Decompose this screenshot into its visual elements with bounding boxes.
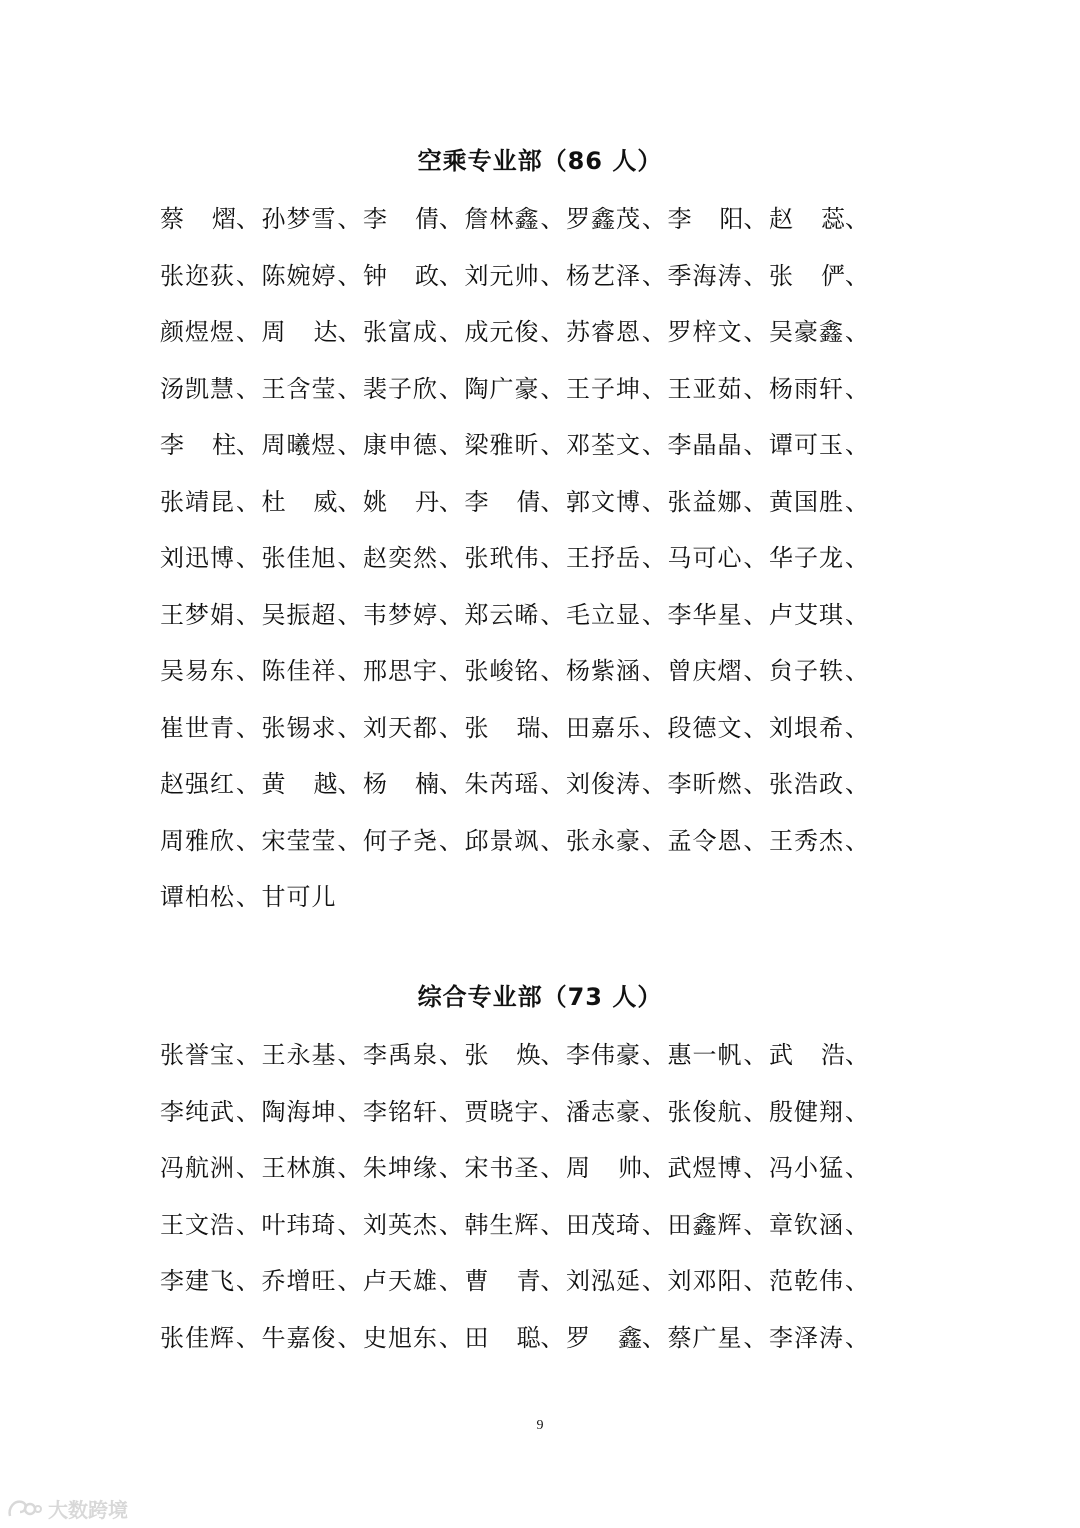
person-name: 黄 越 [261,770,338,798]
person-name: 李晶晶 [667,431,743,459]
person-name: 蔡 熠 [160,205,236,233]
name-separator: 、 [642,431,666,459]
person-name: 王抒岳 [566,544,641,572]
person-name: 刘泓延 [566,1267,641,1295]
name-separator: 、 [236,318,260,346]
name-separator: 、 [540,487,565,516]
name-separator: 、 [845,657,869,685]
person-name: 苏睿恩 [566,318,641,346]
name-separator: 、 [337,600,362,629]
person-name: 章钦涵 [769,1210,844,1239]
name-separator: 、 [337,1097,362,1126]
person-name: 李禹泉 [363,1041,438,1069]
name-separator: 、 [743,1267,768,1295]
person-name: 周 达 [261,318,338,346]
name-separator: 、 [337,1267,362,1295]
name-separator: 、 [540,657,565,685]
person-name: 李铭轩 [363,1097,438,1126]
name-separator: 、 [540,770,565,798]
name-separator: 、 [540,1041,565,1069]
person-name: 贠子轶 [769,657,844,685]
person-name: 谭柏松 [160,883,235,911]
section-title: 空乘专业部（86 人） [417,147,663,175]
person-name: 宋书圣 [464,1154,540,1182]
person-name: 王林旗 [261,1154,337,1182]
name-separator: 、 [337,487,362,516]
person-name: 张迩荻 [160,261,235,290]
person-name: 朱坤缘 [363,1154,438,1182]
person-name: 贾晓宇 [464,1097,540,1126]
name-separator: 、 [845,431,869,459]
name-separator: 、 [642,1267,666,1295]
person-name: 卢艾琪 [769,600,844,629]
name-row [160,1095,871,1129]
person-name: 裴子欣 [363,374,438,403]
person-name: 孟令恩 [667,826,743,855]
person-name: 杨紫涵 [566,657,641,685]
person-name: 康申德 [363,431,438,459]
name-separator: 、 [236,1323,260,1352]
name-separator: 、 [642,600,666,629]
name-row [160,767,871,801]
name-separator: 、 [439,261,463,290]
name-row [160,1321,871,1355]
name-separator: 、 [642,261,666,290]
person-name: 蔡广星 [667,1323,743,1352]
person-name: 李 倩 [464,487,541,516]
person-name: 汤凯慧 [160,374,235,403]
person-name: 张浩政 [769,770,844,798]
person-name: 孙梦雪 [261,205,337,233]
name-separator: 、 [439,487,463,516]
name-separator: 、 [439,1097,463,1126]
person-name: 殷健翔 [769,1097,844,1126]
person-name: 刘俊涛 [566,770,641,798]
name-separator: 、 [337,1041,362,1069]
person-name: 张 焕 [464,1041,541,1069]
name-separator: 、 [236,205,260,233]
person-name: 赵奕然 [363,544,438,572]
name-separator: 、 [439,1041,463,1069]
person-name: 詹林鑫 [464,205,540,233]
person-name: 张俊航 [667,1097,743,1126]
name-separator: 、 [743,770,768,798]
person-name: 王亚茹 [667,374,743,403]
person-name: 田嘉乐 [566,713,641,742]
name-separator: 、 [337,770,362,798]
name-separator: 、 [439,544,463,572]
person-name: 张誉宝 [160,1041,235,1069]
person-name: 张佳旭 [261,544,337,572]
person-name: 郑云晞 [464,600,540,629]
name-separator: 、 [743,826,768,855]
name-separator: 、 [337,1210,362,1239]
person-name: 牛嘉俊 [261,1323,337,1352]
person-name: 范乾伟 [769,1267,844,1295]
name-separator: 、 [236,261,260,290]
person-name: 马可心 [667,544,743,572]
person-name: 吴豪鑫 [769,318,844,346]
name-row [160,880,363,914]
name-separator: 、 [540,826,565,855]
name-separator: 、 [845,205,869,233]
person-name: 冯小猛 [769,1154,844,1182]
name-separator: 、 [845,1267,869,1295]
person-name: 张峻铭 [464,657,540,685]
person-name: 钟 政 [363,261,439,290]
person-name: 赵强红 [160,770,235,798]
person-name: 李 倩 [363,205,439,233]
name-separator: 、 [236,431,260,459]
name-separator: 、 [642,713,666,742]
person-name: 刘元帅 [464,261,540,290]
person-name: 杜 威 [261,487,338,516]
name-separator: 、 [845,1323,869,1352]
person-name: 李昕燃 [667,770,743,798]
name-separator: 、 [540,205,565,233]
name-separator: 、 [642,374,666,403]
name-row [160,202,871,236]
person-name: 李建飞 [160,1267,235,1295]
name-separator: 、 [439,713,463,742]
name-separator: 、 [540,261,565,290]
person-name: 颜煜煜 [160,318,235,346]
person-name: 张 俨 [769,261,845,290]
person-name: 梁雅昕 [464,431,540,459]
name-separator: 、 [540,1323,565,1352]
name-row [160,1208,871,1242]
person-name: 谭可玉 [769,431,844,459]
name-row [160,315,871,349]
name-separator: 、 [743,318,768,346]
name-separator: 、 [845,374,869,403]
watermark-logo-icon [6,1498,42,1520]
person-name: 崔世青 [160,713,235,742]
name-separator: 、 [743,1097,768,1126]
person-name: 王梦娟 [160,600,235,629]
person-name: 曹 青 [464,1267,541,1295]
name-separator: 、 [845,826,869,855]
person-name: 毛立显 [566,600,641,629]
name-separator: 、 [236,1041,260,1069]
person-name: 杨雨轩 [769,374,844,403]
watermark [6,1494,128,1523]
name-separator: 、 [743,544,768,572]
name-separator: 、 [743,1154,768,1182]
name-separator: 、 [337,544,362,572]
person-name: 李 阳 [667,205,744,233]
name-separator: 、 [642,1323,666,1352]
name-separator: 、 [845,261,869,290]
person-name: 曾庆熠 [667,657,743,685]
person-name: 李纯武 [160,1097,235,1126]
name-separator: 、 [540,1097,565,1126]
person-name: 王子坤 [566,374,641,403]
person-name: 惠一帆 [667,1041,743,1069]
person-name: 邓荃文 [566,431,641,459]
name-separator: 、 [236,374,260,403]
person-name: 宋莹莹 [261,826,337,855]
person-name: 张益娜 [667,487,743,516]
person-name: 李 柱 [160,431,236,459]
name-row [160,541,871,575]
name-separator: 、 [845,1041,869,1069]
name-separator: 、 [845,544,869,572]
person-name: 周 帅 [566,1154,642,1182]
name-separator: 、 [236,1210,260,1239]
person-name: 张玳伟 [464,544,540,572]
person-name: 吴振超 [261,600,337,629]
name-separator: 、 [236,883,260,911]
person-name: 张靖昆 [160,487,235,516]
name-separator: 、 [743,657,768,685]
name-separator: 、 [337,431,362,459]
name-separator: 、 [337,1323,362,1352]
person-name: 武煜博 [667,1154,743,1182]
name-separator: 、 [743,487,768,516]
watermark-text: 大数跨境 [48,1498,128,1522]
person-name: 邢思宇 [363,657,438,685]
person-name: 华子龙 [769,544,844,572]
name-separator: 、 [439,318,463,346]
person-name: 叶玮琦 [261,1210,337,1239]
name-separator: 、 [236,770,260,798]
name-separator: 、 [236,1267,260,1295]
person-name: 周曦煜 [261,431,337,459]
person-name: 杨艺泽 [566,261,641,290]
name-row [160,428,871,462]
person-name: 罗鑫茂 [566,205,641,233]
name-separator: 、 [236,657,260,685]
name-separator: 、 [337,374,362,403]
name-separator: 、 [642,1041,666,1069]
name-separator: 、 [743,1323,768,1352]
name-separator: 、 [743,713,768,742]
person-name: 姚 丹 [363,487,439,516]
person-name: 陈佳祥 [261,657,337,685]
section-title: 综合专业部（73 人） [417,983,663,1011]
name-separator: 、 [642,770,666,798]
name-separator: 、 [642,1154,666,1182]
person-name: 张锡求 [261,713,337,742]
name-row [160,1264,871,1298]
person-name: 朱芮瑶 [464,770,540,798]
person-name: 李华星 [667,600,743,629]
name-separator: 、 [540,544,565,572]
name-row [160,711,871,745]
person-name: 史旭东 [363,1323,438,1352]
person-name: 刘迅博 [160,544,235,572]
person-name: 田 聪 [464,1323,541,1352]
person-name: 李泽涛 [769,1323,844,1352]
person-name: 季海涛 [667,261,743,290]
name-separator: 、 [337,318,362,346]
name-separator: 、 [845,487,869,516]
person-name: 陶海坤 [261,1097,337,1126]
name-separator: 、 [439,1267,463,1295]
name-separator: 、 [743,374,768,403]
name-separator: 、 [845,770,869,798]
name-separator: 、 [337,713,362,742]
person-name: 赵 蕊 [769,205,845,233]
person-name: 罗梓文 [667,318,743,346]
person-name: 杨 楠 [363,770,439,798]
name-separator: 、 [642,1210,666,1239]
name-separator: 、 [743,1210,768,1239]
name-separator: 、 [439,770,463,798]
person-name: 周雅欣 [160,826,235,855]
person-name: 王含莹 [261,374,337,403]
person-name: 张永豪 [566,826,641,855]
name-separator: 、 [540,1267,565,1295]
name-separator: 、 [642,544,666,572]
name-separator: 、 [236,826,260,855]
name-separator: 、 [540,318,565,346]
person-name: 韦梦婷 [363,600,438,629]
page-number: 9 [536,1418,544,1433]
name-separator: 、 [743,431,768,459]
name-separator: 、 [337,826,362,855]
name-separator: 、 [439,431,463,459]
person-name: 刘英杰 [363,1210,438,1239]
name-separator: 、 [642,1097,666,1126]
person-name: 李伟豪 [566,1041,641,1069]
name-separator: 、 [236,600,260,629]
name-separator: 、 [642,487,666,516]
name-row [160,485,871,519]
name-row [160,654,871,688]
person-name: 乔增旺 [261,1267,337,1295]
person-name: 武 浩 [769,1041,845,1069]
name-separator: 、 [236,1097,260,1126]
name-separator: 、 [540,1154,565,1182]
name-separator: 、 [439,1323,463,1352]
name-separator: 、 [439,205,463,233]
person-name: 甘可儿 [261,883,337,911]
name-separator: 、 [439,657,463,685]
name-separator: 、 [540,713,565,742]
name-separator: 、 [236,713,260,742]
person-name: 田茂琦 [566,1210,641,1239]
person-name: 王文浩 [160,1210,235,1239]
person-name: 何子尧 [363,826,438,855]
person-name: 刘邓阳 [667,1267,743,1295]
name-row [160,598,871,632]
person-name: 张富成 [363,318,438,346]
name-separator: 、 [337,261,362,290]
name-separator: 、 [540,1210,565,1239]
name-separator: 、 [439,600,463,629]
name-separator: 、 [743,1041,768,1069]
name-separator: 、 [642,318,666,346]
person-name: 陶广豪 [464,374,540,403]
person-name: 潘志豪 [566,1097,641,1126]
name-separator: 、 [337,657,362,685]
name-separator: 、 [743,261,768,290]
name-separator: 、 [743,205,768,233]
person-name: 陈婉婷 [261,261,337,290]
name-separator: 、 [845,1154,869,1182]
person-name: 王秀杰 [769,826,844,855]
person-name: 田鑫辉 [667,1210,743,1239]
name-row [160,1151,871,1185]
person-name: 冯航洲 [160,1154,235,1182]
name-separator: 、 [439,826,463,855]
person-name: 张 瑞 [464,713,541,742]
person-name: 卢天雄 [363,1267,438,1295]
person-name: 刘天都 [363,713,438,742]
name-separator: 、 [743,600,768,629]
name-separator: 、 [845,318,869,346]
name-separator: 、 [337,1154,362,1182]
name-separator: 、 [236,1154,260,1182]
name-separator: 、 [439,374,463,403]
person-name: 郭文博 [566,487,641,516]
name-separator: 、 [540,374,565,403]
name-separator: 、 [642,657,666,685]
name-row [160,372,871,406]
person-name: 成元俊 [464,318,540,346]
name-separator: 、 [236,487,260,516]
name-row [160,824,871,858]
person-name: 韩生辉 [464,1210,540,1239]
name-row [160,259,871,293]
person-name: 张佳辉 [160,1323,235,1352]
name-separator: 、 [439,1154,463,1182]
name-separator: 、 [642,826,666,855]
name-separator: 、 [540,431,565,459]
person-name: 黄国胜 [769,487,844,516]
person-name: 吴易东 [160,657,235,685]
name-separator: 、 [845,600,869,629]
person-name: 王永基 [261,1041,337,1069]
person-name: 段德文 [667,713,743,742]
name-separator: 、 [845,713,869,742]
name-row [160,1038,871,1072]
name-separator: 、 [845,1097,869,1126]
person-name: 刘垠希 [769,713,844,742]
person-name: 邱景飒 [464,826,540,855]
name-separator: 、 [540,600,565,629]
name-separator: 、 [236,544,260,572]
person-name: 罗 鑫 [566,1323,642,1352]
name-separator: 、 [337,205,362,233]
name-separator: 、 [845,1210,869,1239]
name-separator: 、 [439,1210,463,1239]
name-separator: 、 [642,205,666,233]
